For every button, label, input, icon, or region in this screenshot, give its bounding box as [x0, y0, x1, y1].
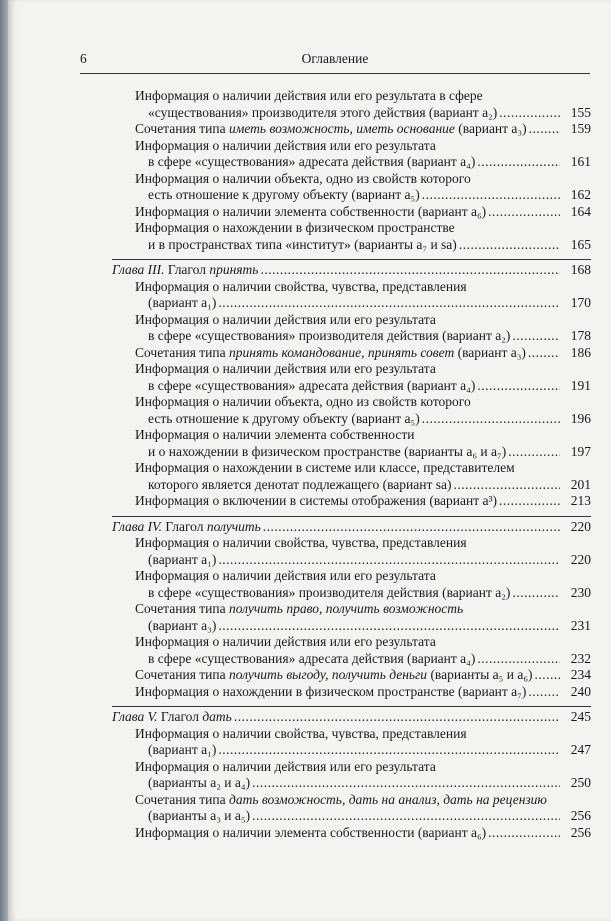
toc-entry-text: Информация о наличии элемента собственности (вариант a₆)	[135, 824, 487, 840]
toc-entry-line	[8, 378, 611, 395]
dot-leader	[529, 121, 560, 138]
toc-entry-line	[8, 121, 611, 138]
toc-entry-line	[8, 808, 611, 825]
toc-entry-text: «существования» производителя этого действия (вариант a₂)	[148, 104, 498, 120]
toc-entry-text: и о нахождении в физическом пространстве (варианты a₆ и a₇)	[148, 443, 507, 459]
toc-entry-text: Информация о наличии элемента собственности	[135, 427, 415, 442]
toc-entry-text: Информация о наличии действия или его результата	[135, 758, 436, 774]
toc-entry-line	[8, 154, 611, 171]
toc-entry-text: Сочетания типа получить право, получить возможность	[135, 601, 464, 616]
toc-entry-text-line	[8, 759, 611, 776]
dot-leader	[528, 345, 560, 362]
toc-entry-line	[8, 493, 611, 510]
toc-page-number: 220	[561, 519, 591, 536]
toc-entry-text: Информация о нахождении в физическом пространстве	[135, 220, 455, 235]
chapter-block	[8, 259, 611, 510]
toc-entry-text: Сочетания типа принять командование, принять совет (вариант a₃)	[135, 344, 526, 360]
toc-entry-text: Сочетания типа дать возможность, дать на анализ, дать на рецензию	[135, 791, 547, 807]
dot-leader	[260, 262, 560, 279]
toc-entry-text: в сфере «существования» производителя действия (вариант a₂)	[148, 328, 511, 343]
toc-entry-text: (вариант a₁)	[148, 551, 217, 567]
toc-entry-text: в сфере «существования» производителя действия (вариант a₂)	[148, 584, 511, 600]
toc-page-number: 165	[561, 237, 591, 254]
toc-entry-line	[8, 328, 611, 345]
header-rule	[80, 73, 590, 74]
dot-leader	[422, 187, 560, 204]
toc-entry-text: Информация о наличии действия или его результата в сфере	[135, 88, 483, 103]
toc-entry-text: Информация о наличии действия или его результата	[135, 568, 436, 583]
toc-entry-text: Информация о нахождении в физическом пространстве (вариант a₇)	[135, 683, 527, 699]
dot-leader	[252, 775, 560, 792]
dot-leader	[477, 378, 560, 395]
chapter-separator	[112, 259, 591, 260]
toc-entry-text-line	[8, 279, 611, 296]
toc-page-number: 161	[561, 154, 591, 171]
toc-page-number: 168	[561, 262, 591, 279]
toc-entry-text: (варианты a₃ и a₅)	[148, 808, 251, 823]
toc-entry-text: (вариант a₁)	[148, 742, 217, 757]
toc-entry-text: (вариант a₁)	[148, 295, 217, 310]
toc-entry-line	[8, 667, 611, 684]
toc-entry-text: Информация о включении в системы отображения (вариант a³)	[135, 493, 498, 508]
dot-leader	[218, 552, 560, 569]
chapter-block	[8, 706, 611, 841]
toc-entry-text: есть отношение к другому объекту (вариант a₅)	[148, 187, 420, 202]
toc-page-number: 256	[561, 808, 591, 825]
dot-leader	[234, 709, 560, 726]
toc-entry-line	[8, 187, 611, 204]
dot-leader	[477, 154, 560, 171]
toc-entry-text-line	[8, 634, 611, 651]
toc-entry-text: в сфере «существования» адресата действия (вариант a₄)	[148, 377, 476, 393]
toc-entry-text: Сочетания типа иметь возможность, иметь основание (вариант a₃)	[135, 121, 527, 136]
chapter-heading	[8, 519, 611, 536]
chapter-heading	[8, 709, 611, 726]
dot-leader	[422, 411, 560, 428]
toc-entry-text: Глава III. Глагол принять	[112, 262, 259, 277]
dot-leader	[488, 825, 560, 842]
toc-entry-text-line	[8, 171, 611, 188]
toc-entry-text: есть отношение к другому объекту (вариант a₅)	[148, 410, 420, 426]
toc-entry-text: которого является денотат подлежащего (вариант sa)	[148, 476, 452, 492]
toc-entry-text: в сфере «существования» адресата действия (вариант a₄)	[148, 154, 476, 169]
toc-entry-text: Информация о наличии действия или его результата	[135, 361, 436, 376]
chapter-separator	[112, 516, 591, 517]
toc-page-number: 155	[561, 105, 591, 122]
toc-entry-text-line	[8, 88, 611, 105]
toc-page-number: 232	[561, 651, 591, 668]
dot-leader	[488, 204, 560, 221]
toc-entry-line	[8, 742, 611, 759]
toc-entry-line	[8, 204, 611, 221]
dot-leader	[499, 105, 560, 122]
toc-entry-text: Информация о наличии действия или его результата	[135, 137, 436, 153]
dot-leader	[263, 519, 560, 536]
toc-page-number: 162	[561, 187, 591, 204]
toc-entry-text: в сфере «существования» адресата действия (вариант a₄)	[148, 650, 476, 666]
toc-entry-text: Информация о наличии свойства, чувства, представления	[135, 725, 467, 741]
toc-entry-text-line	[8, 394, 611, 411]
toc-page-number: 245	[561, 709, 591, 726]
toc-page-number: 213	[561, 493, 591, 510]
toc-page-number: 201	[561, 477, 591, 494]
dot-leader	[512, 328, 560, 345]
toc-entry-line	[8, 684, 611, 701]
toc-page-number: 197	[561, 444, 591, 461]
dot-leader	[459, 237, 560, 254]
toc-entry-text-line	[8, 312, 611, 329]
toc-page-number: 164	[561, 204, 591, 221]
toc-entry-text-line	[8, 726, 611, 743]
toc-entry-text-line	[8, 138, 611, 155]
toc-page-number: 196	[561, 411, 591, 428]
toc-entry-text: Информация о нахождении в системе или классе, представителем	[135, 460, 515, 475]
toc-page-number: 220	[561, 552, 591, 569]
toc-page-number: 191	[561, 378, 591, 395]
toc-page-number: 240	[561, 684, 591, 701]
toc-entry-text: Информация о наличии свойства, чувства, представления	[135, 535, 467, 550]
toc-entry-line	[8, 444, 611, 461]
toc-page-number: 250	[561, 775, 591, 792]
toc-page-number: 170	[561, 295, 591, 312]
toc-entry-line	[8, 477, 611, 494]
dot-leader	[252, 808, 560, 825]
toc-page-number: 230	[561, 585, 591, 602]
toc-entry-text-line	[8, 535, 611, 552]
toc-entry-line	[8, 411, 611, 428]
chapter-separator	[112, 706, 591, 707]
toc-entry-text: Информация о наличии действия или его результата	[135, 311, 436, 327]
toc-page-number: 234	[561, 667, 591, 684]
page-number: 6	[80, 51, 87, 66]
toc-entry-line	[8, 618, 611, 635]
toc-entry-text: (вариант a₃)	[148, 617, 217, 633]
section-block	[8, 88, 611, 253]
dot-leader	[453, 477, 560, 494]
dot-leader	[499, 493, 560, 510]
running-title: Оглавление	[301, 51, 369, 66]
toc-entry-line	[8, 825, 611, 842]
toc-entry-text: Глава V. Глагол дать	[112, 709, 232, 724]
dot-leader	[218, 618, 560, 635]
toc-entry-text: Информация о наличии свойства, чувства, представления	[135, 278, 467, 294]
toc-entry-line	[8, 105, 611, 122]
toc-page-number: 231	[561, 618, 591, 635]
toc-entry-line	[8, 295, 611, 312]
toc-entry-text: Информация о наличии объекта, одно из свойств которого	[135, 170, 471, 186]
toc-page-number: 247	[561, 742, 591, 759]
toc-entry-line	[8, 345, 611, 362]
running-header	[80, 51, 590, 71]
dot-leader	[477, 651, 560, 668]
dot-leader	[512, 585, 560, 602]
chapter-block	[8, 516, 611, 701]
dot-leader	[218, 295, 560, 312]
toc-page-number: 256	[561, 825, 591, 842]
toc-entry-text: (варианты a₂ и a₄)	[148, 775, 251, 790]
table-of-contents	[8, 88, 611, 847]
toc-entry-line	[8, 237, 611, 254]
toc-entry-text-line	[8, 601, 611, 618]
toc-entry-text-line	[8, 460, 611, 477]
dot-leader	[528, 684, 560, 701]
toc-entry-text: Информация о наличии элемента собственности (вариант a₆)	[135, 203, 487, 219]
dot-leader	[508, 444, 560, 461]
toc-entry-line	[8, 651, 611, 668]
toc-entry-text: и в пространствах типа «институт» (варианты a₇ и sa)	[148, 236, 457, 252]
toc-page-number: 186	[561, 345, 591, 362]
toc-entry-line	[8, 585, 611, 602]
toc-entry-line	[8, 552, 611, 569]
toc-entry-text-line	[8, 792, 611, 809]
toc-entry-text: Глава IV. Глагол получить	[112, 518, 261, 534]
toc-entry-text: Информация о наличии объекта, одно из свойств которого	[135, 394, 471, 409]
toc-entry-text-line	[8, 361, 611, 378]
chapter-heading	[8, 262, 611, 279]
toc-page-number: 178	[561, 328, 591, 345]
toc-entry-text-line	[8, 220, 611, 237]
toc-entry-text-line	[8, 568, 611, 585]
toc-entry-text: Информация о наличии действия или его результата	[135, 634, 436, 649]
book-page	[8, 0, 611, 921]
toc-entry-text-line	[8, 427, 611, 444]
dot-leader	[535, 667, 560, 684]
toc-page-number: 159	[561, 121, 591, 138]
toc-entry-text: Сочетания типа получить выгоду, получить деньги (варианты a₅ и a₆)	[135, 667, 533, 682]
toc-entry-line	[8, 775, 611, 792]
book-spine-edge	[0, 0, 8, 921]
dot-leader	[218, 742, 560, 759]
